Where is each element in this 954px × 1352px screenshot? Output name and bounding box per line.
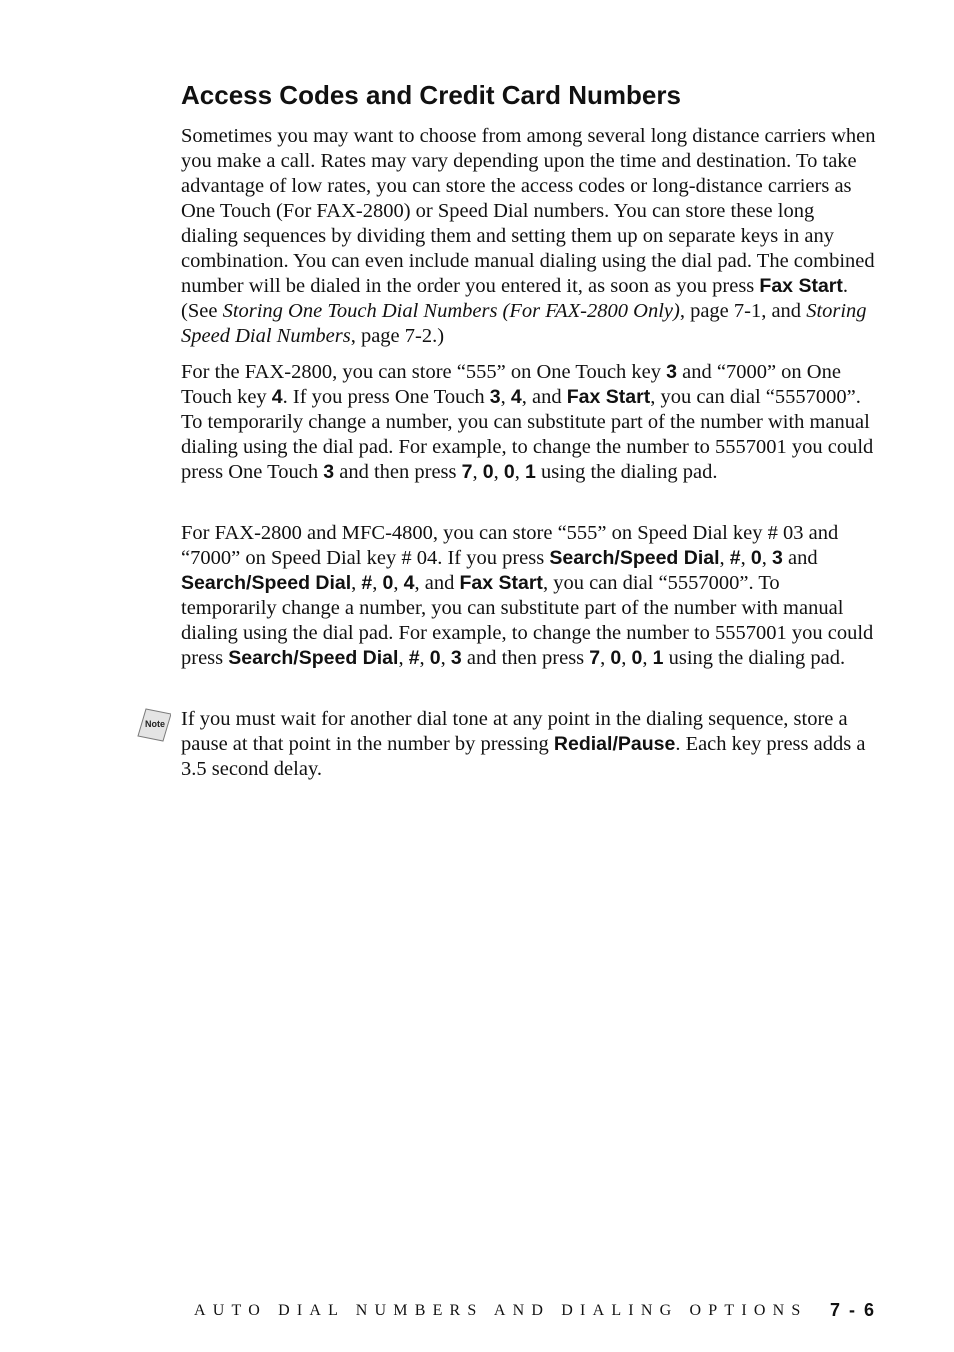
text-run: , [621,647,632,669]
key-label: 7 [589,647,601,669]
text-run: , [440,647,451,669]
key-label: 0 [482,461,494,483]
key-label: # [729,547,741,569]
key-label: 3 [772,547,783,569]
key-label: 3 [666,361,678,383]
key-label: 7 [461,461,473,483]
note-icon [137,708,171,742]
text-run: , [514,461,525,483]
key-fax-start: Fax Start [459,572,543,594]
key-label: 0 [429,647,441,669]
text-run: and then press [461,647,590,669]
text-run: , [419,647,430,669]
text-run: , [393,572,404,594]
cross-reference: Storing One Touch Dial Numbers (For FAX-2800 Only) [222,300,680,322]
text-run: , [642,647,653,669]
text-run: For FAX-2800 and MFC-4800, you can store “555” on Speed Dial key # 03 and “7000” on Speed Dial key # 04. If you press [181,522,839,569]
paragraph-speed-dial-example [181,521,876,671]
text-run: , and [414,572,460,594]
key-label: 4 [510,386,522,408]
text-run: and then press [334,461,462,483]
text-run: , you can dial “5557000”. To temporarily change a number, you can substitute part of the number with manual dialing using the dial pad. For example, to change the number to 5557001 you could press [181,572,874,669]
paragraph-one-touch-example [181,360,876,485]
text-run: , [719,547,730,569]
text-run: . (See [181,275,848,322]
text-run: , you can dial “5557000”. To temporarily change a number, you can substitute part of the number with manual dialing using the dial pad. For example, to change the number to 5557001 you could press One Touch [181,386,874,483]
text-run: , [351,572,362,594]
text-run: using the dialing pad. [663,647,846,669]
text-run: , [600,647,611,669]
text-run: , [472,461,483,483]
text-run: and [782,547,818,569]
text-run: . Each key press adds a 3.5 second delay. [181,733,866,780]
page-number: 7 - 6 [829,1300,876,1320]
text-run: , [500,386,511,408]
text-run: Sometimes you may want to choose from among several long distance carriers when you make a call. Rates may vary depending upon the time and destination. To take advantage of low rates, you can store the access codes or long-distance carriers as One Touch (For FAX-2800) or Speed Dial numbers. You can store these long dialing sequences by dividing them and setting them up on separate keys in any combination. You can even include manual dialing using the dial pad. The combined number will be dialed in the order you entered it, as soon as you press [181,125,876,297]
note-icon-label: Note [145,719,165,729]
key-search-speed-dial: Search/Speed Dial [228,647,399,669]
key-label: 0 [503,461,515,483]
text-run: , [493,461,504,483]
text-run: , and [521,386,567,408]
key-label: 3 [450,647,462,669]
footer-section-title: AUTO DIAL NUMBERS AND DIALING OPTIONS [194,1302,808,1319]
key-label: 3 [323,461,335,483]
key-label: 0 [610,647,622,669]
text-run: , page 7-1, and [679,300,807,322]
text-run: using the dialing pad. [535,461,718,483]
text-run: , page 7-2.) [350,325,445,347]
key-label: # [361,572,373,594]
text-run: If you must wait for another dial tone at any point in the dialing sequence, store a pause at that point in the number by pressing [181,708,848,755]
page-title: Access Codes and Credit Card Numbers [181,80,681,110]
text-run: , [761,547,772,569]
cross-reference: Storing Speed Dial Numbers [181,300,867,347]
key-label: 4 [271,386,283,408]
key-search-speed-dial: Search/Speed Dial [181,572,352,594]
text-run: For the FAX-2800, you can store “555” on One Touch key [181,361,667,383]
text-run: and “7000” on One Touch key [181,361,841,408]
key-label: 1 [524,461,536,483]
key-label: 4 [403,572,415,594]
key-label: 0 [631,647,643,669]
text-run: . If you press One Touch [282,386,490,408]
key-label: 1 [652,647,664,669]
key-label: 0 [750,547,762,569]
key-fax-start: Fax Start [566,386,651,408]
key-label: 3 [489,386,501,408]
key-label: # [408,647,420,669]
text-run: , [398,647,409,669]
paragraph-access-codes-intro [181,124,876,349]
key-fax-start: Fax Start [759,275,843,297]
note-text [181,707,876,782]
key-search-speed-dial: Search/Speed Dial [549,547,720,569]
key-redial-pause: Redial/Pause [553,733,676,755]
key-label: 0 [382,572,394,594]
text-run: , [740,547,751,569]
text-run: , [372,572,383,594]
